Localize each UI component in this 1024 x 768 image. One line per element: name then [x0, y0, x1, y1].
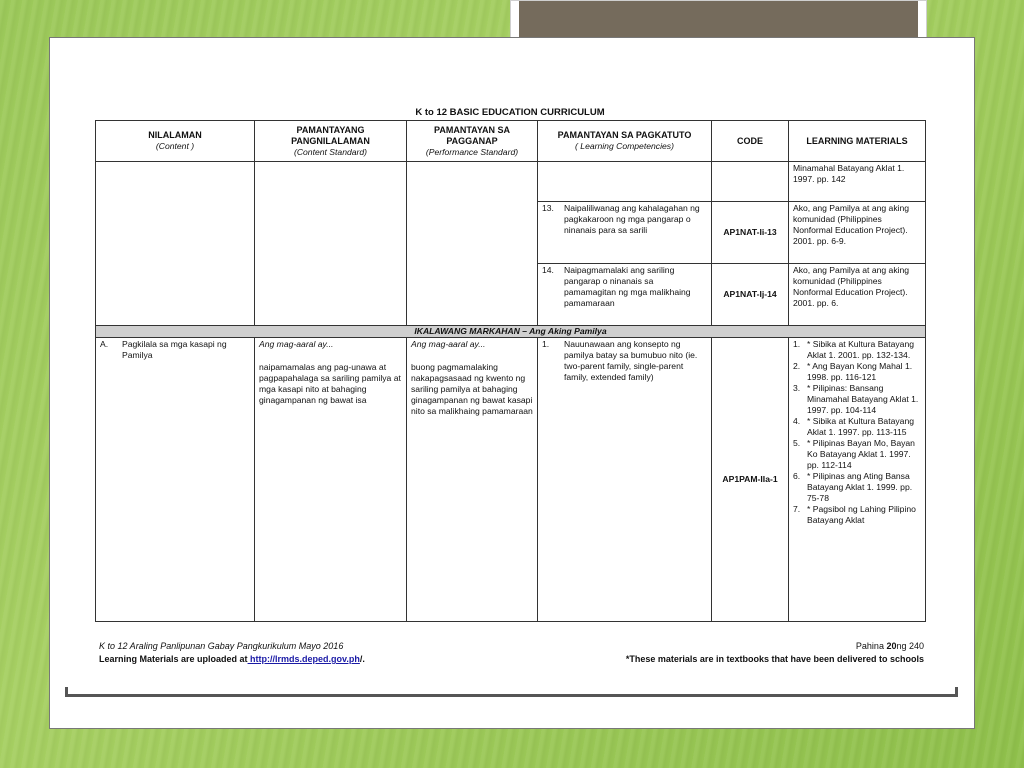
- code-cell: AP1PAM-IIa-1: [712, 338, 789, 622]
- competency-text: Naipaliliwanag ang kahalagahan ng pagkakaroon ng mga pangarap o ninanais para sa sarili: [564, 203, 700, 235]
- competency-cell: [538, 338, 712, 622]
- footer-left: [99, 640, 365, 666]
- header-content-standard: PAMANTAYANG PANGNILALAMAN (Content Standard): [255, 121, 407, 162]
- content-cell-empty: [96, 162, 255, 326]
- performance-standard-text: buong pagmamalaking nakapagsasaad ng kwento ng sariling pamilya at bahaging ginagampanan ng bawat kasapi nito sa malikhaing pamamaraan: [411, 362, 533, 416]
- bottom-divider: [65, 694, 958, 697]
- content-standard-text: naipamamalas ang pag-unawa at pagpapahalaga sa sariling pamilya at mga kasapi nito at bahaging ginagampanan ng bawat isa: [259, 362, 401, 405]
- header-learning-materials: LEARNING MATERIALS: [789, 121, 926, 162]
- competency-number: 14.: [542, 265, 554, 275]
- curriculum-table: [95, 120, 926, 622]
- table-row: [96, 338, 926, 622]
- content-standard-cell-empty: [255, 162, 407, 326]
- materials-list-cell: [789, 338, 926, 622]
- performance-standard-intro: Ang mag-aaral ay...: [411, 339, 486, 349]
- header-nilalaman: NILALAMAN (Content ): [96, 121, 255, 162]
- document-title: K to 12 BASIC EDUCATION CURRICULUM: [415, 107, 605, 118]
- performance-standard-cell-empty: [407, 162, 538, 326]
- lrmds-link[interactable]: http://lrmds.deped.gov.ph: [247, 654, 360, 664]
- footer-right: [626, 640, 924, 666]
- content-letter: A.: [100, 339, 109, 349]
- materials-cell: Minamahal Batayang Aklat 1. 1997. pp. 142: [789, 162, 926, 202]
- footer-guide-title: K to 12 Araling Panlipunan Gabay Pangkurikulum Mayo 2016: [99, 641, 344, 651]
- competency-cell: [538, 202, 712, 264]
- footer-textbook-note: *These materials are in textbooks that have been delivered to schools: [625, 654, 924, 664]
- header-learning-competencies: PAMANTAYAN SA PAGKATUTO ( Learning Competencies): [538, 121, 712, 162]
- competency-number: 1.: [542, 339, 550, 349]
- table-row: [96, 162, 926, 202]
- code-cell: AP1NAT-Ii-13: [712, 202, 789, 264]
- list-item: 5. * Pilipinas Bayan Mo, Bayan Ko Batayang Aklat 1. 1997. pp. 112-114: [793, 438, 915, 470]
- list-item: 2. * Ang Bayan Kong Mahal 1. 1998. pp. 116-121: [793, 361, 913, 382]
- performance-standard-cell: [407, 338, 538, 622]
- content-cell: [96, 338, 255, 622]
- list-item: 3. * Pilipinas: Bansang Minamahal Batayang Aklat 1. 1997. pp. 104-114: [793, 383, 919, 415]
- competency-cell: [538, 264, 712, 326]
- materials-cell: Ako, ang Pamilya at ang aking komunidad (Philippines Nonformal Education Project). 2001. pp. 6.: [789, 264, 926, 326]
- list-item: 6. * Pilipinas ang Ating Bansa Batayang Aklat 1. 1999. pp. 75-78: [793, 471, 913, 503]
- materials-cell: Ako, ang Pamilya at ang aking komunidad (Philippines Nonformal Education Project). 2001. pp. 6-9.: [789, 202, 926, 264]
- content-standard-intro: Ang mag-aaral ay...: [259, 339, 334, 349]
- header-code: CODE: [712, 121, 789, 162]
- list-item: 4. * Sibika at Kultura Batayang Aklat 1. 1997. pp. 113-115: [793, 416, 915, 437]
- competency-text: Nauunawaan ang konsepto ng pamilya batay sa bumubuo nito (ie. two-parent family, single-parent family, extended family): [564, 339, 698, 382]
- header-performance-standard: PAMANTAYAN SA PAGGANAP (Performance Standard): [407, 121, 538, 162]
- content-standard-cell: [255, 338, 407, 622]
- quarter-heading: IKALAWANG MARKAHAN – Ang Aking Pamilya: [96, 326, 926, 338]
- competency-number: 13.: [542, 203, 554, 213]
- competency-cell-empty: [538, 162, 712, 202]
- materials-list: [793, 339, 921, 526]
- page-number: Pahina 20ng 240: [855, 641, 924, 651]
- code-cell-empty: [712, 162, 789, 202]
- list-item: 1. * Sibika at Kultura Batayang Aklat 1. 2001. pp. 132-134.: [793, 339, 915, 360]
- footer-upload-note: Learning Materials are uploaded at http://lrmds.deped.gov.ph/.: [99, 654, 365, 664]
- code-cell: AP1NAT-Ij-14: [712, 264, 789, 326]
- table-header-row: [96, 121, 926, 162]
- content-text: Pagkilala sa mga kasapi ng Pamilya: [122, 339, 227, 360]
- list-item: 7. * Pagsibol ng Lahing Pilipino Batayang Aklat: [793, 504, 916, 525]
- quarter-heading-row: [96, 326, 926, 338]
- competency-text: Naipagmamalaki ang sariling pangarap o ninanais sa pamamagitan ng mga malikhaing pamamaraan: [564, 265, 691, 308]
